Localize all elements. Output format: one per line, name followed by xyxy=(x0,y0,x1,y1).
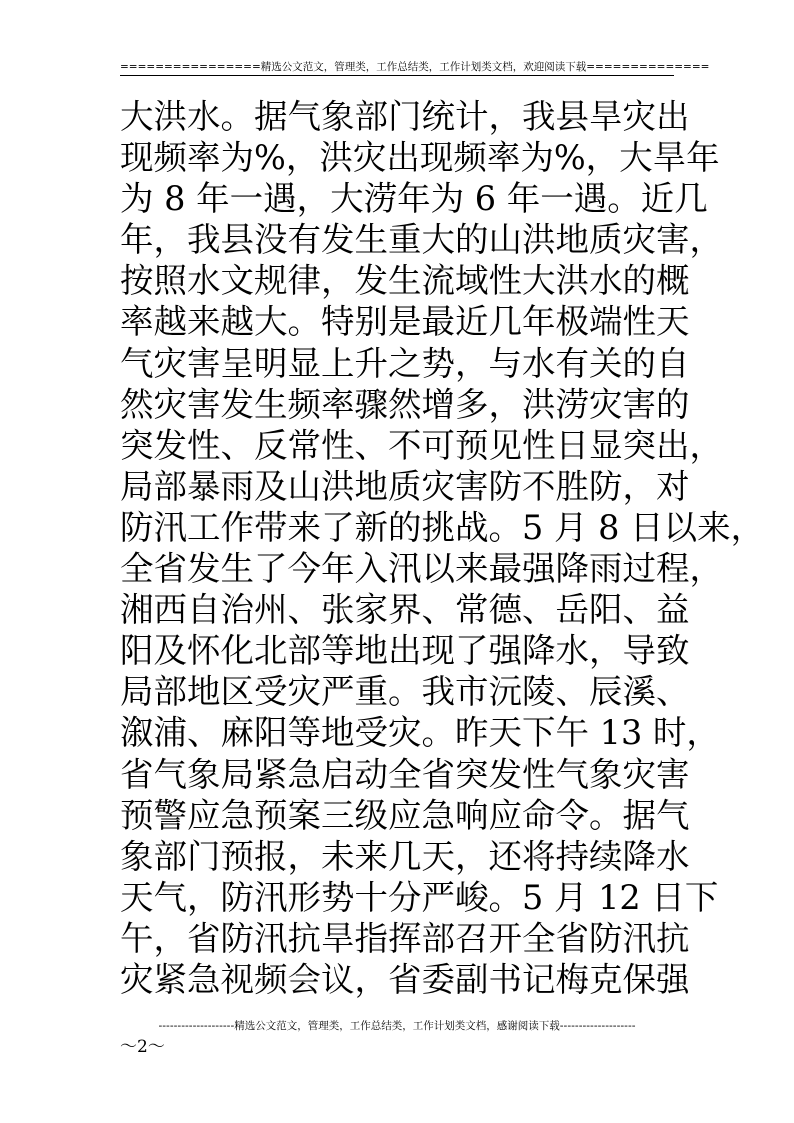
body-line: 溆浦、麻阳等地受灾。昨天下午 13 时， xyxy=(120,713,720,753)
body-line: 年，我县没有发生重大的山洪地质灾害， xyxy=(120,220,723,260)
body-line: 气灾害呈明显上升之势，与水有关的自 xyxy=(120,343,690,383)
page-number: ～2～ xyxy=(120,1037,165,1057)
body-line: 省气象局紧急启动全省突发性气象灾害 xyxy=(120,754,690,794)
body-line: 突发性、反常性、不可预见性日显突出， xyxy=(120,425,723,465)
body-line: 率越来越大。特别是最近几年极端性天 xyxy=(120,302,690,342)
body-line: 预警应急预案三级应急响应命令。据气 xyxy=(120,795,690,835)
body-line: 然灾害发生频率骤然增多，洪涝灾害的 xyxy=(120,384,690,424)
body-line: 象部门预报，未来几天，还将持续降水 xyxy=(120,836,690,876)
body-line: 午，省防汛抗旱指挥部召开全省防汛抗 xyxy=(120,918,690,958)
body-line: 局部地区受灾严重。我市沅陵、辰溪、 xyxy=(120,672,690,712)
body-line: 大洪水。据气象部门统计，我县旱灾出 xyxy=(120,97,690,136)
body-line: 按照水文规律，发生流域性大洪水的概 xyxy=(120,261,690,301)
document-body xyxy=(120,96,765,1000)
body-line: 防汛工作带来了新的挑战。5 月 8 日以来， xyxy=(120,507,765,547)
body-line: 现频率为%，洪灾出现频率为%，大旱年 xyxy=(120,138,720,178)
body-line: 阳及怀化北部等地出现了强降水，导致 xyxy=(120,631,690,671)
body-line: 局部暴雨及山洪地质灾害防不胜防，对 xyxy=(120,466,690,506)
page-header: ================精选公文范文，管理类，工作总结类，工作计划类文档，欢迎阅读下载============== xyxy=(120,61,710,73)
page-footer: --------------------精选公文范文，管理类，工作总结类，工作计划类文档，感谢阅读下载-------------------- xyxy=(158,1020,636,1032)
header-divider xyxy=(120,75,674,76)
body-line: 天气，防汛形势十分严峻。5 月 12 日下 xyxy=(120,877,719,917)
body-line: 全省发生了今年入汛以来最强降雨过程， xyxy=(120,549,723,589)
body-line: 湘西自治州、张家界、常德、岳阳、益 xyxy=(120,590,690,630)
body-line: 灾紧急视频会议，省委副书记梅克保强 xyxy=(120,959,690,999)
body-line: 为 8 年一遇，大涝年为 6 年一遇。近几 xyxy=(120,179,708,219)
